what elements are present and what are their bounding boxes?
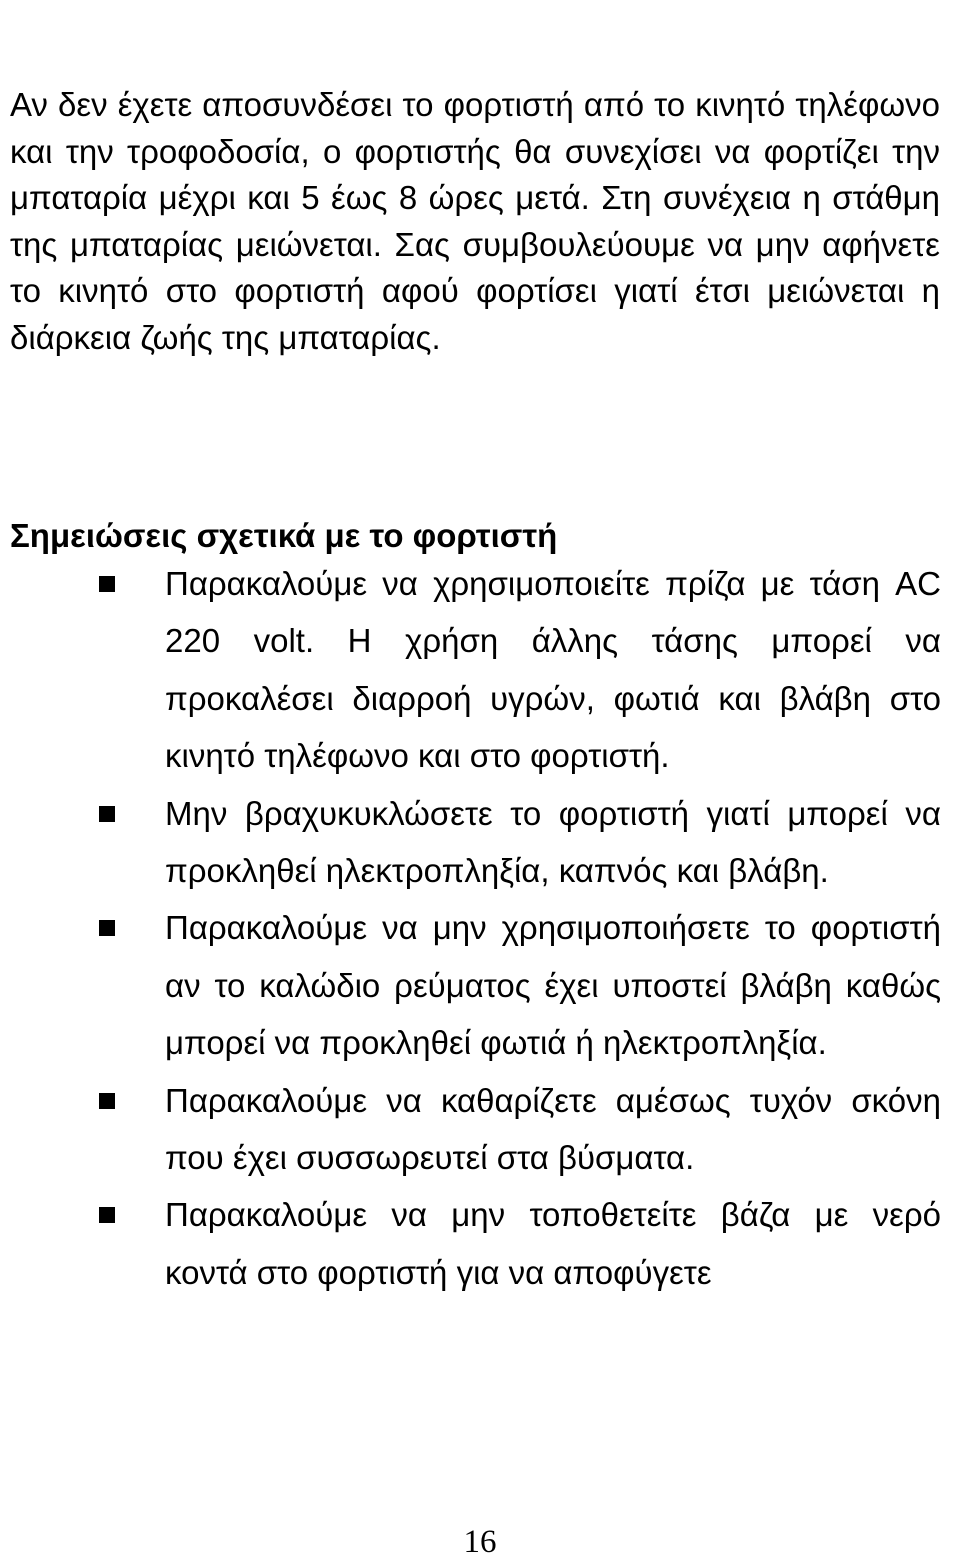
section-heading: Σημειώσεις σχετικά με το φορτιστή [10, 517, 558, 554]
note-text: Παρακαλούμε να μην τοποθετείτε βάζα με νερό κοντά στο φορτιστή για να αποφύγετε [165, 1196, 941, 1291]
square-bullet-icon [99, 1207, 115, 1223]
note-text: Παρακαλούμε να χρησιμοποιείτε πρίζα με τάση AC 220 volt. Η χρήση άλλης τάσης μπορεί να προκαλέσει διαρροή υγρών, φωτιά και βλάβη στο κινητό τηλέφωνο και στο φορτιστή. [165, 565, 941, 775]
intro-paragraph: Αν δεν έχετε αποσυνδέσει το φορτιστή από το κινητό τηλέφωνο και την τροφοδοσία, ο φορτιστής θα συνεχίσει να φορτίζει την μπαταρία μέχρι και 5 έως 8 ώρες μετά. Στη συνέχεια η στάθμη της μπαταρίας μειώνεται. Σας συμβουλεύουμε να μην αφήνετε το κινητό στο φορτιστή αφού φορτίσει γιατί έτσι μειώνεται η διάρκεια ζωής της μπαταρίας. [10, 86, 940, 356]
note-item [0, 1186, 941, 1301]
note-text: Παρακαλούμε να καθαρίζετε αμέσως τυχόν σκόνη που έχει συσσωρευτεί στα βύσματα. [165, 1081, 941, 1177]
note-text: Παρακαλούμε να μην χρησιμοποιήσετε το φορτιστή αν το καλώδιο ρεύματος έχει υποστεί βλάβη καθώς μπορεί να προκληθεί φωτιά ή ηλεκτροπληξία. [165, 909, 941, 1062]
notes-list [0, 555, 960, 1301]
note-item [0, 899, 941, 1071]
square-bullet-icon [99, 806, 115, 822]
square-bullet-icon [99, 1093, 115, 1109]
page-number: 16 [463, 1524, 497, 1560]
note-item [0, 555, 941, 785]
note-item [0, 1072, 941, 1187]
note-item [0, 785, 941, 900]
note-text: Μην βραχυκυκλώσετε το φορτιστή γιατί μπορεί να προκληθεί ηλεκτροπληξία, καπνός και βλάβη. [165, 794, 941, 890]
square-bullet-icon [99, 920, 115, 936]
square-bullet-icon [99, 576, 115, 592]
